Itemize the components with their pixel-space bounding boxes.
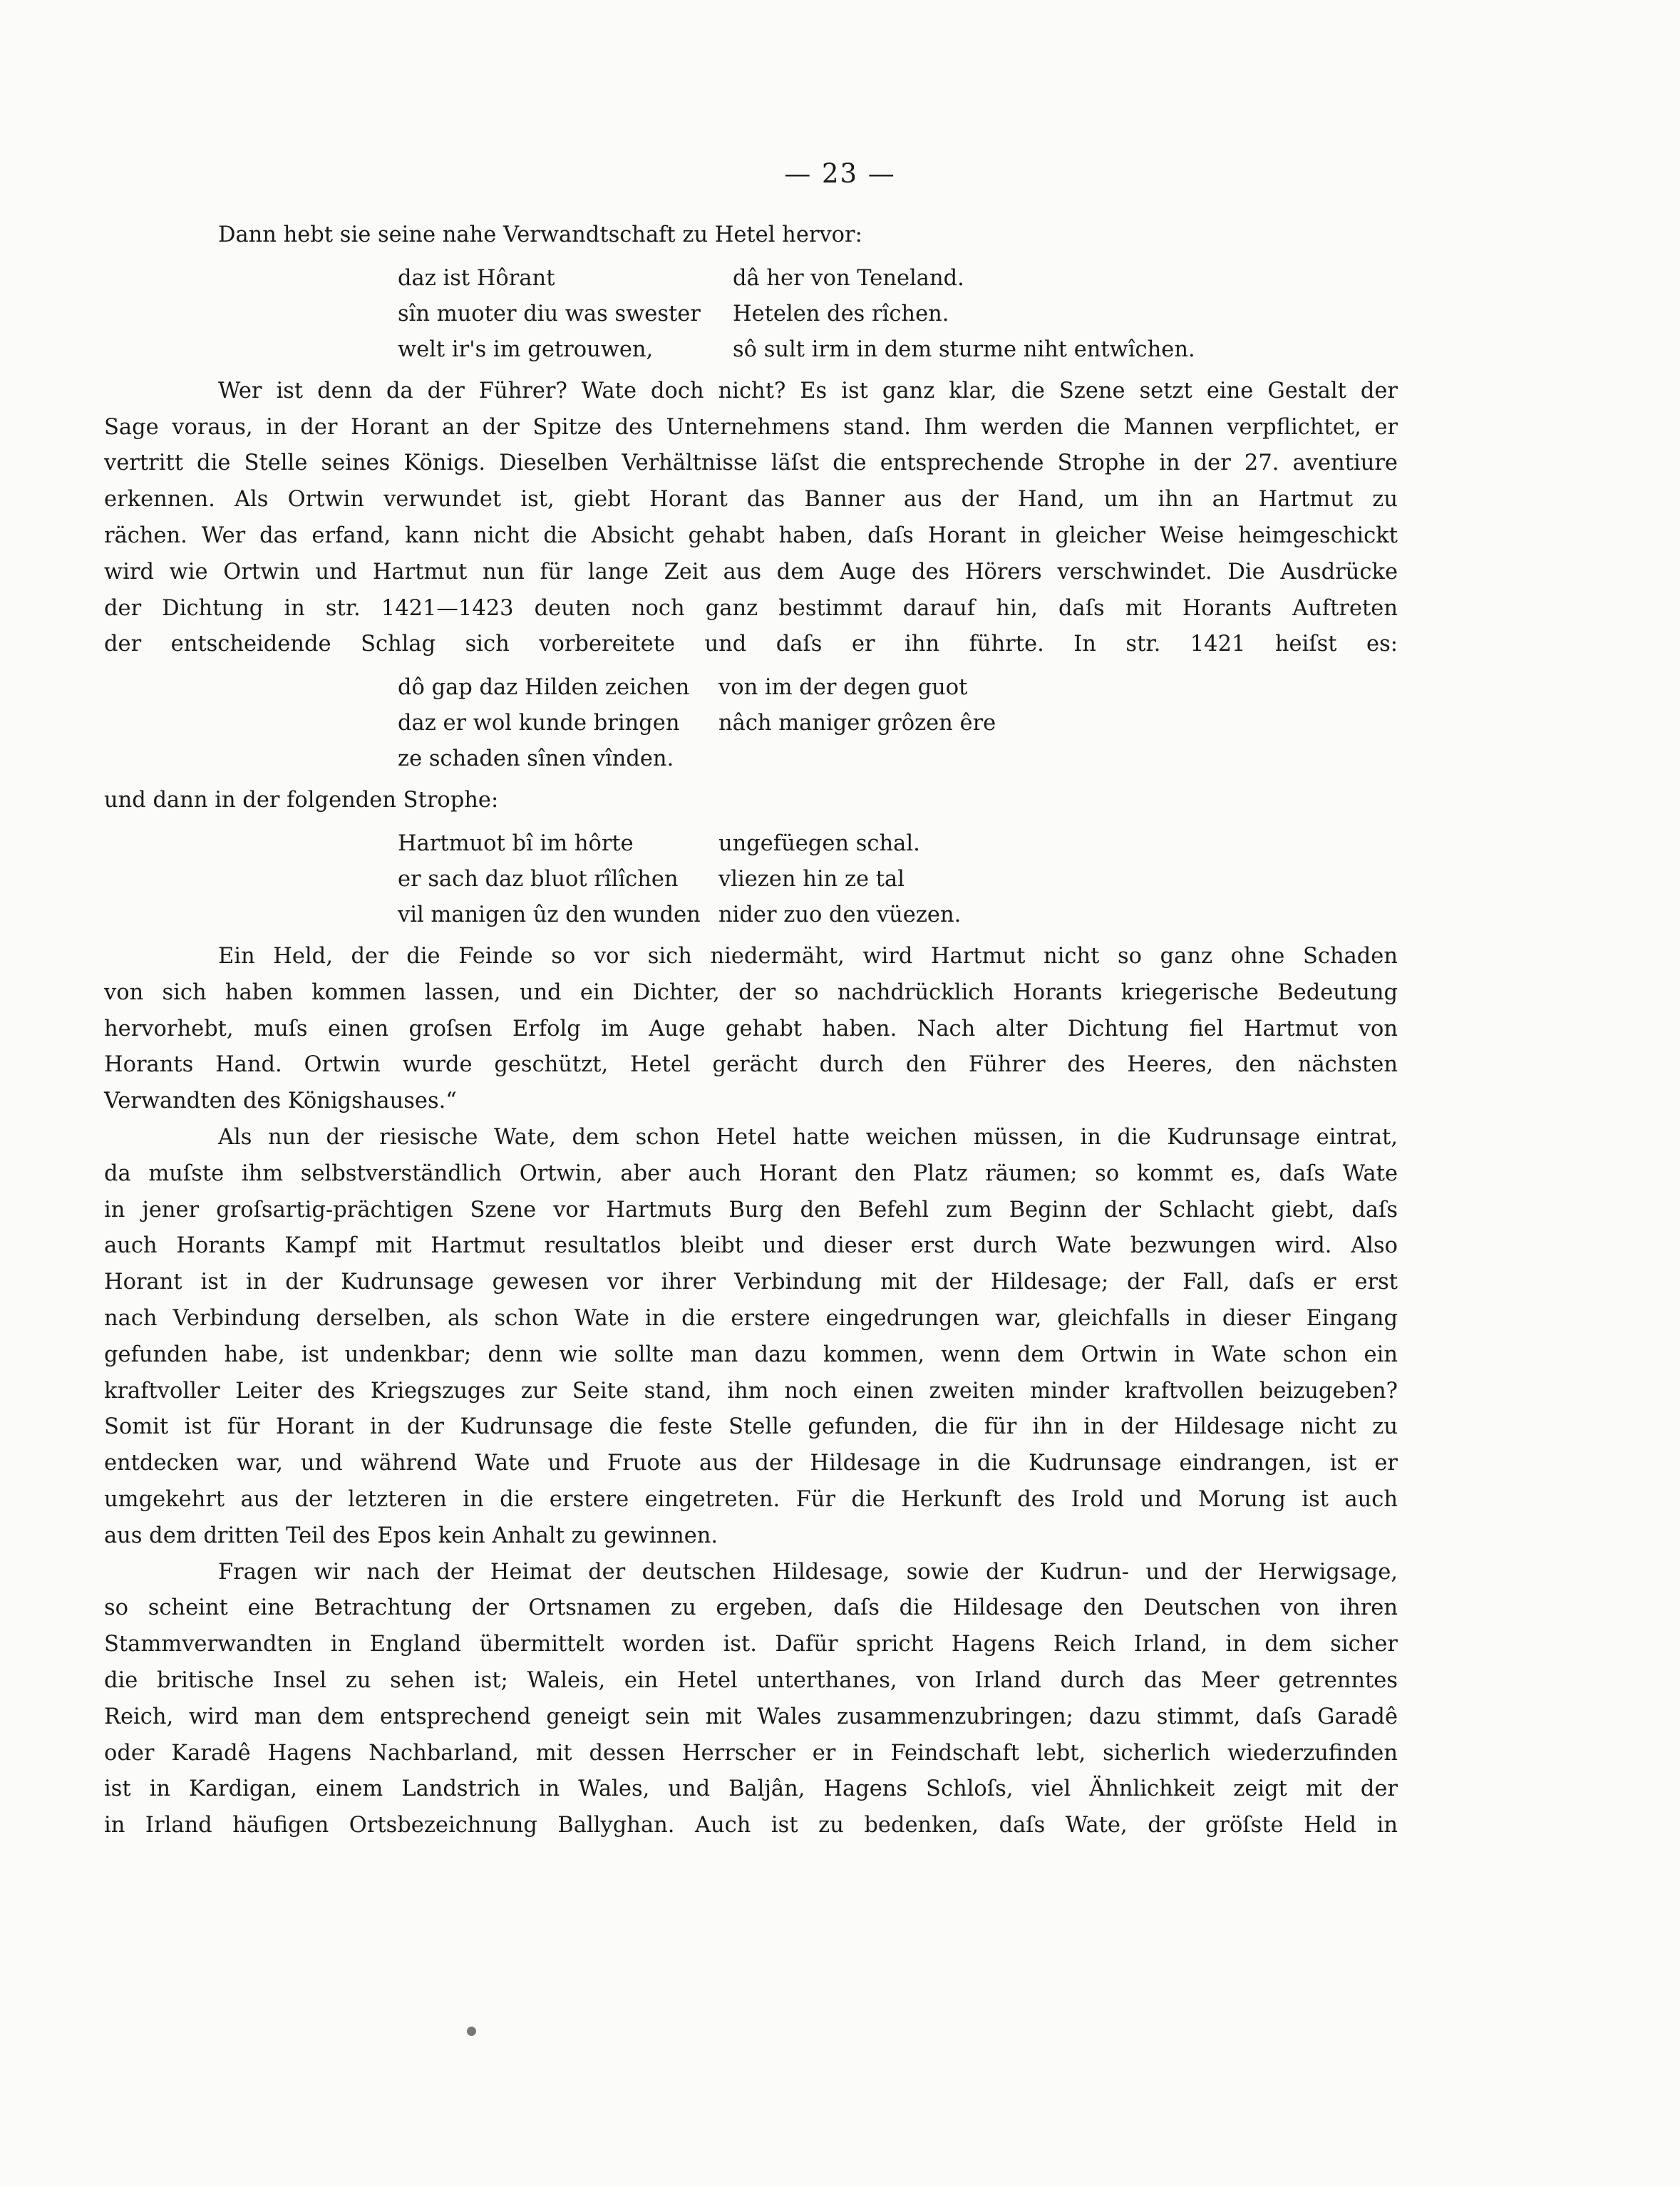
text-line: rächen. Wer das erfand, kann nicht die Absicht gehabt haben, daſs Horant in gleicher Weise heimgeschickt (104, 523, 1398, 548)
text-line: der entscheidende Schlag sich vorbereitete und daſs er ihn führte. In str. 1421 heiſst es: (104, 632, 1398, 657)
text-line: Reich, wird man dem entsprechend geneigt sein mit Wales zusammenzubringen; dazu stimmt, daſs Garadê (104, 1704, 1398, 1729)
connector-line: und dann in der folgenden Strophe: (104, 788, 499, 813)
text-line: so scheint eine Betrachtung der Ortsnamen zu ergeben, daſs die Hildesage den Deutschen von ihren (104, 1595, 1398, 1621)
verse-block-2 (398, 670, 1398, 777)
paragraph-2 (104, 939, 1398, 1120)
text-line: Horant ist in der Kudrunsage gewesen vor ihrer Verbindung mit der Hildesage; der Fall, daſs er erst (104, 1270, 1398, 1295)
text-line: auch Horants Kampf mit Hartmut resultatlos bleibt und dieser erst durch Wate bezwungen wird. Also (104, 1233, 1398, 1259)
verse-line: ze schaden sînen vînden. (398, 746, 674, 772)
text-line: gefunden habe, ist undenkbar; denn wie sollte man dazu kommen, wenn dem Ortwin in Wate schon ein (104, 1342, 1398, 1367)
paragraph-1 (104, 374, 1398, 663)
verse-line: er sach daz bluot rîlîchen vliezen hin ze tal (398, 866, 905, 892)
text-line: aus dem dritten Teil des Epos kein Anhalt zu gewinnen. (104, 1523, 718, 1548)
text-line: die britische Insel zu sehen ist; Waleis, ein Hetel unterthanes, von Irland durch das Meer getrenntes (104, 1667, 1398, 1693)
text-line: Stammverwandten in England übermittelt worden ist. Dafür spricht Hagens Reich Irland, in dem sicher (104, 1632, 1398, 1657)
text-line: Verwandten des Königshauses.“ (104, 1089, 457, 1114)
verse-line: Hartmuot bî im hôrte ungefüegen schal. (398, 830, 920, 856)
verse-line: welt ir's im getrouwen, sô sult irm in dem sturme niht entwîchen. (398, 336, 1195, 362)
text-line: Wer ist denn da der Führer? Wate doch nicht? Es ist ganz klar, die Szene setzt eine Gestalt der (218, 378, 1398, 403)
text-line: oder Karadê Hagens Nachbarland, mit dessen Herrscher er in Feindschaft lebt, sicherlich wiederzufinden (104, 1740, 1398, 1766)
verse-line: vil manigen ûz den wunden nider zuo den vüezen. (398, 902, 962, 927)
text-line: hervorhebt, muſs einen groſsen Erfolg im Auge gehabt haben. Nach alter Dichtung fiel Hartmut von (104, 1016, 1398, 1041)
verse-line: daz ist Hôrant dâ her von Teneland. (398, 265, 964, 291)
text-line: entdecken war, und während Wate und Fruote aus der Hildesage in die Kudrunsage eindrangen, ist er (104, 1451, 1398, 1476)
text-line: in jener groſsartig-prächtigen Szene vor Hartmuts Burg den Befehl zum Beginn der Schlacht giebt, daſs (104, 1197, 1398, 1223)
text-line: von sich haben kommen lassen, und ein Dichter, der so nachdrücklich Horants kriegerische Bedeutung (104, 979, 1398, 1005)
text-line: Sage voraus, in der Horant an der Spitze des Unternehmens stand. Ihm werden die Mannen verpflichtet, er (104, 414, 1398, 440)
text-line: ist in Kardigan, einem Landstrich in Wales, und Baljân, Hagens Schloſs, viel Ähnlichkeit zeigt mit der (104, 1776, 1398, 1802)
text-line: kraftvoller Leiter des Kriegszuges zur Seite stand, ihm noch einen zweiten minder kraftvollen beizugeben? (104, 1378, 1398, 1404)
ink-dot (467, 2027, 476, 2036)
text-line: wird wie Ortwin und Hartmut nun für lange Zeit aus dem Auge des Hörers verschwindet. Die Ausdrücke (104, 559, 1398, 585)
text-line: in Irland häufigen Ortsbezeichnung Ballyghan. Auch ist zu bedenken, daſs Wate, der gröſste Held in (104, 1813, 1398, 1838)
page-body (104, 217, 1398, 1844)
text-line: da muſste ihm selbstverständlich Ortwin, aber auch Horant den Platz räumen; so kommt es, daſs Wate (104, 1161, 1398, 1186)
text-line: Ein Held, der die Feinde so vor sich niedermäht, wird Hartmut nicht so ganz ohne Schaden (218, 943, 1398, 969)
verse-line: sîn muoter diu was swester Hetelen des rîchen. (398, 301, 949, 326)
text-line: vertritt die Stelle seines Königs. Dieselben Verhältnisse läſst die entsprechende Strophe in der 27. aventiure (104, 451, 1398, 476)
text-line: Fragen wir nach der Heimat der deutschen Hildesage, sowie der Kudrun- und der Herwigsage, (218, 1559, 1398, 1585)
page-number: — 23 — (784, 158, 896, 189)
verse-block-3 (398, 826, 1398, 933)
text-line: erkennen. Als Ortwin verwundet ist, giebt Horant das Banner aus der Hand, um ihn an Hartmut zu (104, 487, 1398, 513)
text-line: umgekehrt aus der letzteren in die erstere eingetreten. Für die Herkunft des Irold und Morung ist auch (104, 1486, 1398, 1512)
text-line: der Dichtung in str. 1421—1423 deuten noch ganz bestimmt darauf hin, daſs mit Horants Auftreten (104, 595, 1398, 621)
text-line: Horants Hand. Ortwin wurde geschützt, Hetel gerächt durch den Führer des Heeres, den nächsten (104, 1052, 1398, 1078)
verse-block-1 (398, 261, 1398, 368)
paragraph-4 (104, 1555, 1398, 1844)
text-line: nach Verbindung derselben, als schon Wate in die erstere eingedrungen war, gleichfalls in dieser Eingang (104, 1305, 1398, 1331)
text-line: Als nun der riesische Wate, dem schon Hetel hatte weichen müssen, in die Kudrunsage eintrat, (218, 1124, 1398, 1150)
verse-line: daz er wol kunde bringen nâch maniger grôzen êre (398, 711, 996, 736)
paragraph-3 (104, 1120, 1398, 1555)
text-line: Somit ist für Horant in der Kudrunsage die feste Stelle gefunden, die für ihn in der Hildesage nicht zu (104, 1414, 1398, 1440)
intro-line: Dann hebt sie seine nahe Verwandtschaft zu Hetel hervor: (218, 222, 862, 247)
verse-line: dô gap daz Hilden zeichen von im der degen guot (398, 675, 968, 701)
